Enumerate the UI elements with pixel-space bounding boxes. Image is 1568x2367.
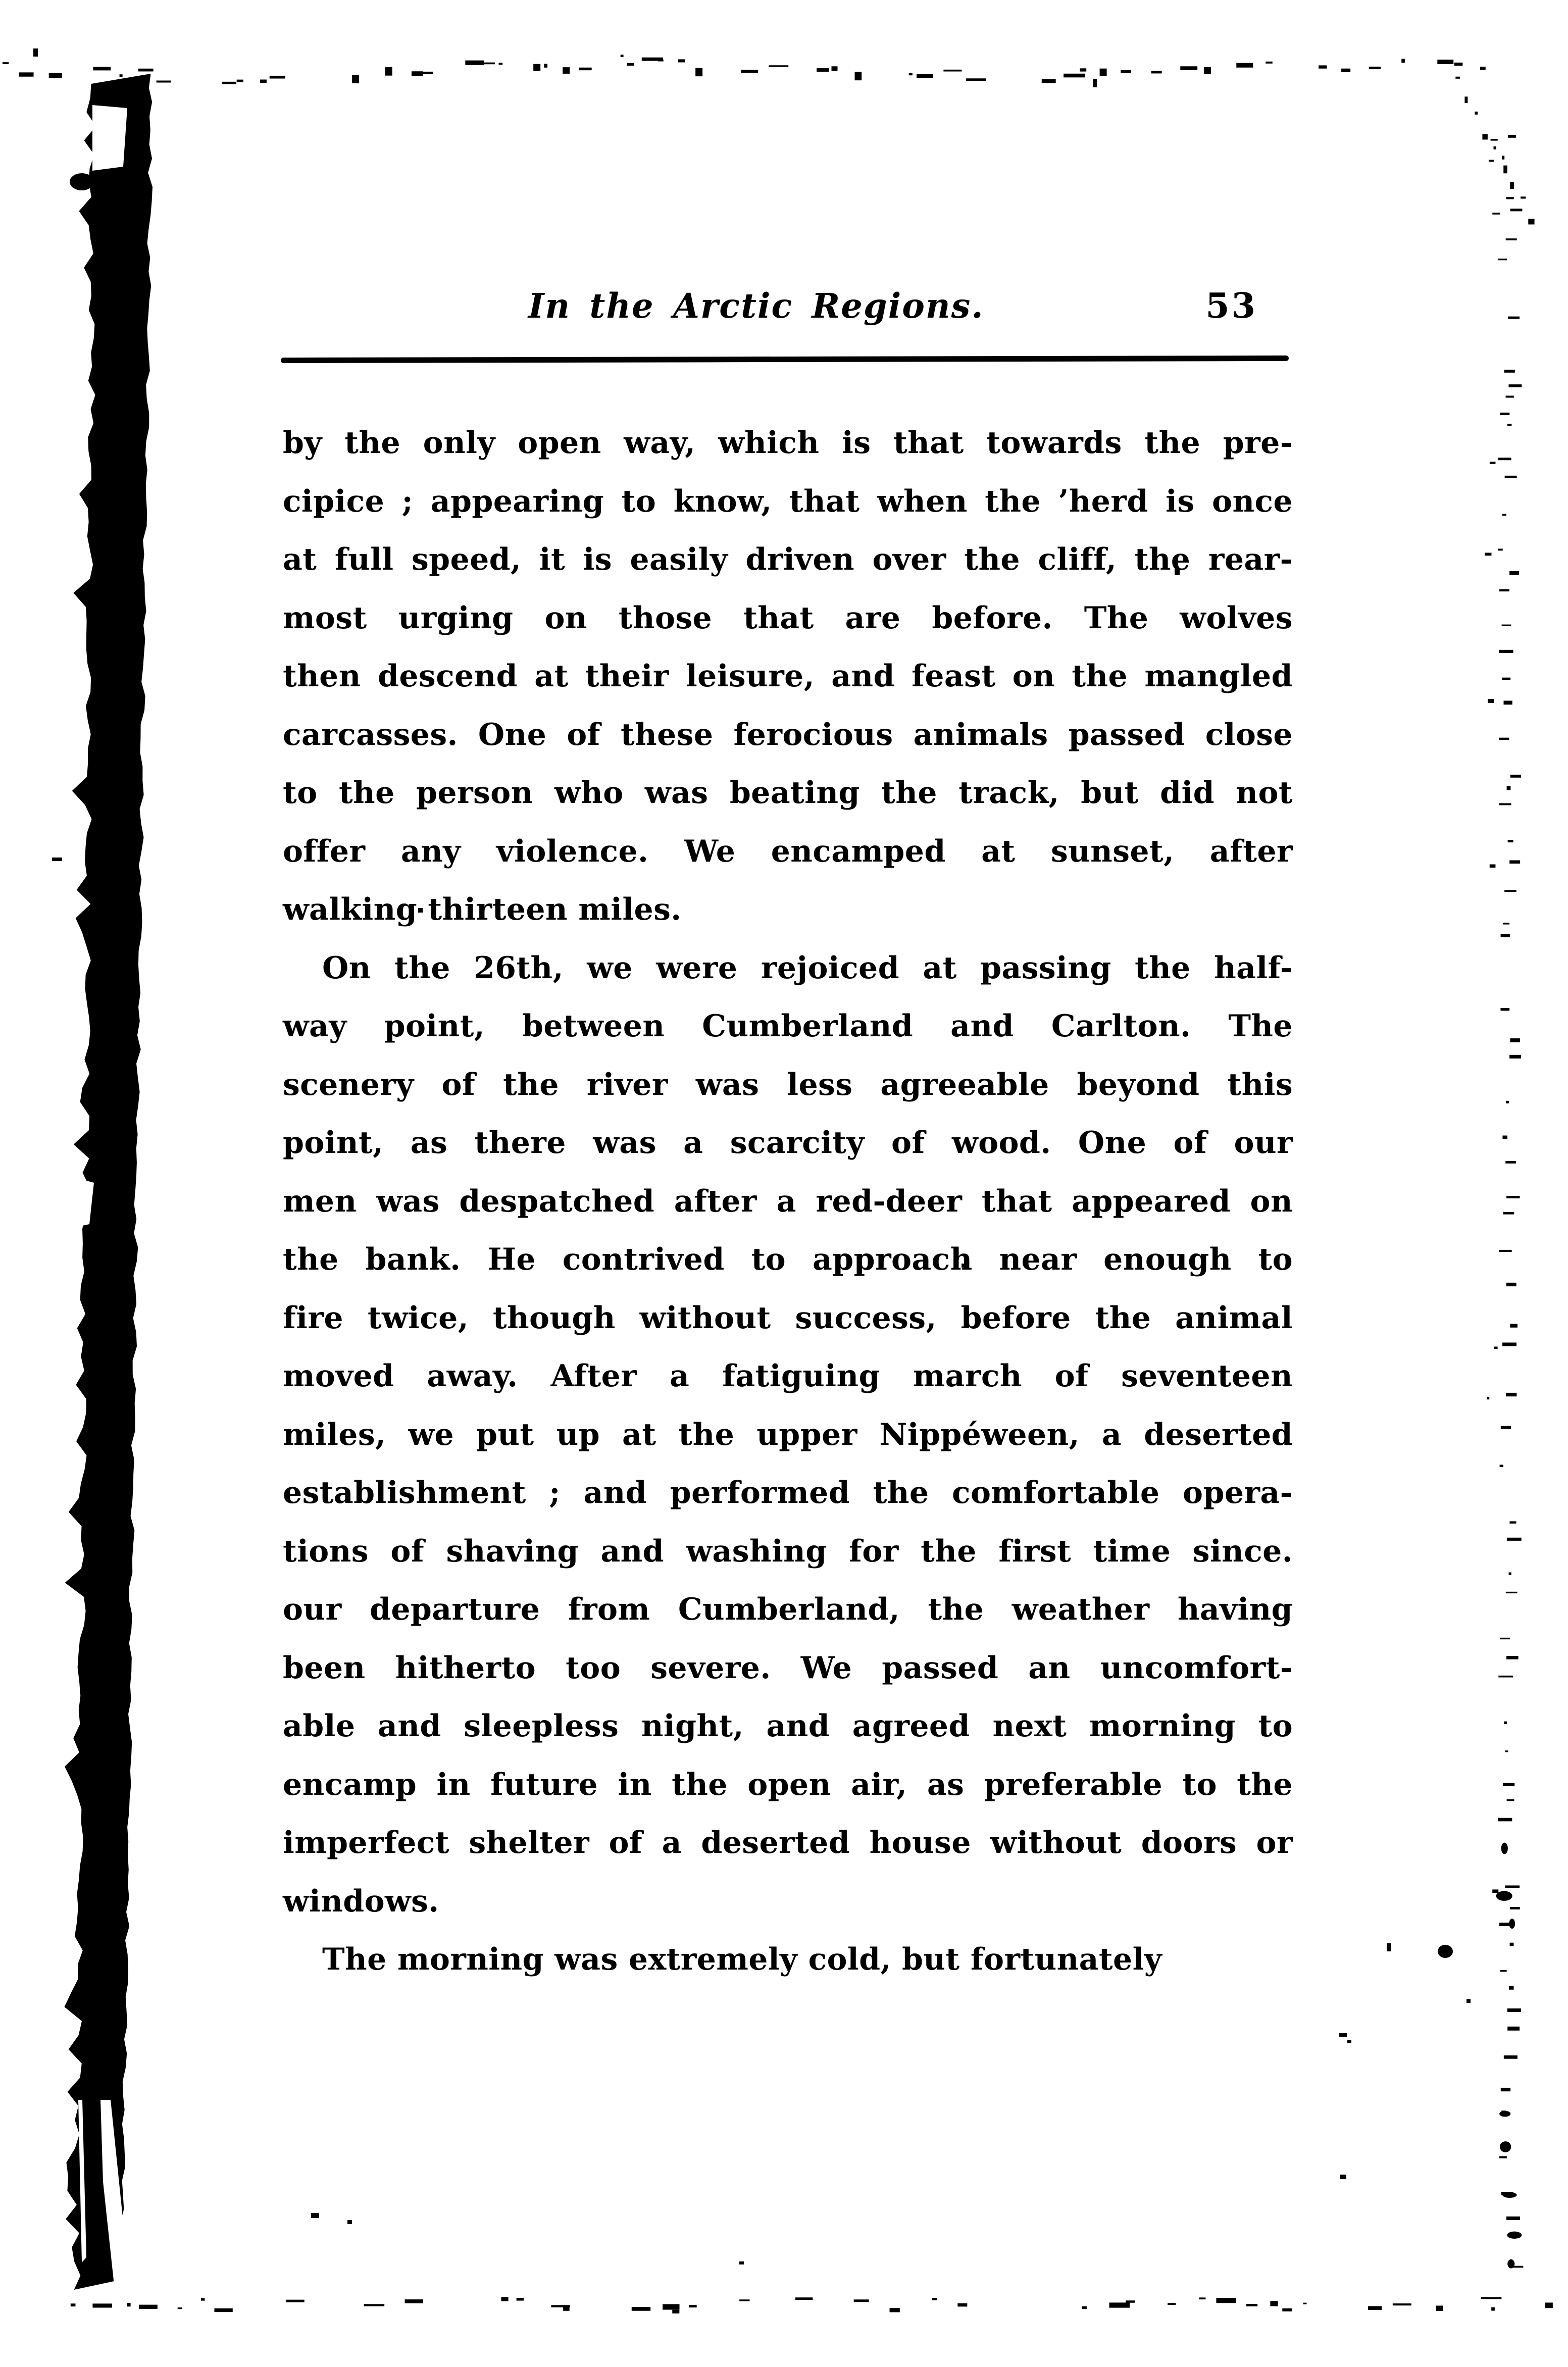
text-line: our departure from Cumberland, the weather having (283, 1592, 1293, 1627)
text-line: offer any violence. We encamped at sunset, after (283, 833, 1293, 869)
text-line: cipice ; appearing to know, that when the ’herd is once (283, 483, 1293, 519)
text-line: most urging on those that are before. The wolves (283, 600, 1293, 636)
text-line: encamp in future in the open air, as preferable to the (283, 1767, 1293, 1802)
text-line: windows. (283, 1883, 439, 1919)
text-line: by the only open way, which is that towards the pre- (283, 425, 1293, 461)
text-line: moved away. After a fatiguing march of seventeen (283, 1358, 1293, 1394)
page-number: 53 (1205, 286, 1257, 326)
text-line: The morning was extremely cold, but fortunately (322, 1942, 1162, 1977)
text-line: way point, between Cumberland and Carlton. The (283, 1009, 1293, 1044)
text-line: miles, we put up at the upper Nippéween, a deserted (283, 1417, 1293, 1452)
body-text (283, 414, 1293, 1989)
text-line: scenery of the river was less agreeable beyond this (283, 1067, 1293, 1102)
text-line: establishment ; and performed the comfortable opera- (283, 1475, 1293, 1510)
header-rule (281, 356, 1289, 363)
text-line: to the person who was beating the track, but did not (283, 775, 1293, 811)
text-line: walking thirteen miles. (283, 892, 682, 927)
text-line: carcasses. One of these ferocious animals passed close (283, 717, 1293, 752)
text-line: point, as there was a scarcity of wood. One of our (283, 1125, 1293, 1161)
text-line: men was despatched after a red-deer that appeared on (283, 1183, 1293, 1219)
text-line: imperfect shelter of a deserted house without doors or (283, 1825, 1293, 1860)
text-line: at full speed, it is easily driven over the cliff, the rear- (283, 542, 1293, 577)
text-line: been hitherto too severe. We passed an uncomfort- (283, 1650, 1293, 1686)
text-line: fire twice, though without success, before the animal (283, 1300, 1293, 1336)
text-line: able and sleepless night, and agreed next morning to (283, 1708, 1293, 1744)
text-line: tions of shaving and washing for the first time since. (283, 1533, 1293, 1569)
text-line: the bank. He contrived to approach near enough to (283, 1242, 1293, 1277)
text-line: On the 26th, we were rejoiced at passing the half- (322, 950, 1293, 986)
text-line: then descend at their leisure, and feast on the mangled (283, 659, 1293, 694)
running-header (283, 281, 1293, 333)
running-header-title: In the Arctic Regions. (528, 286, 984, 326)
